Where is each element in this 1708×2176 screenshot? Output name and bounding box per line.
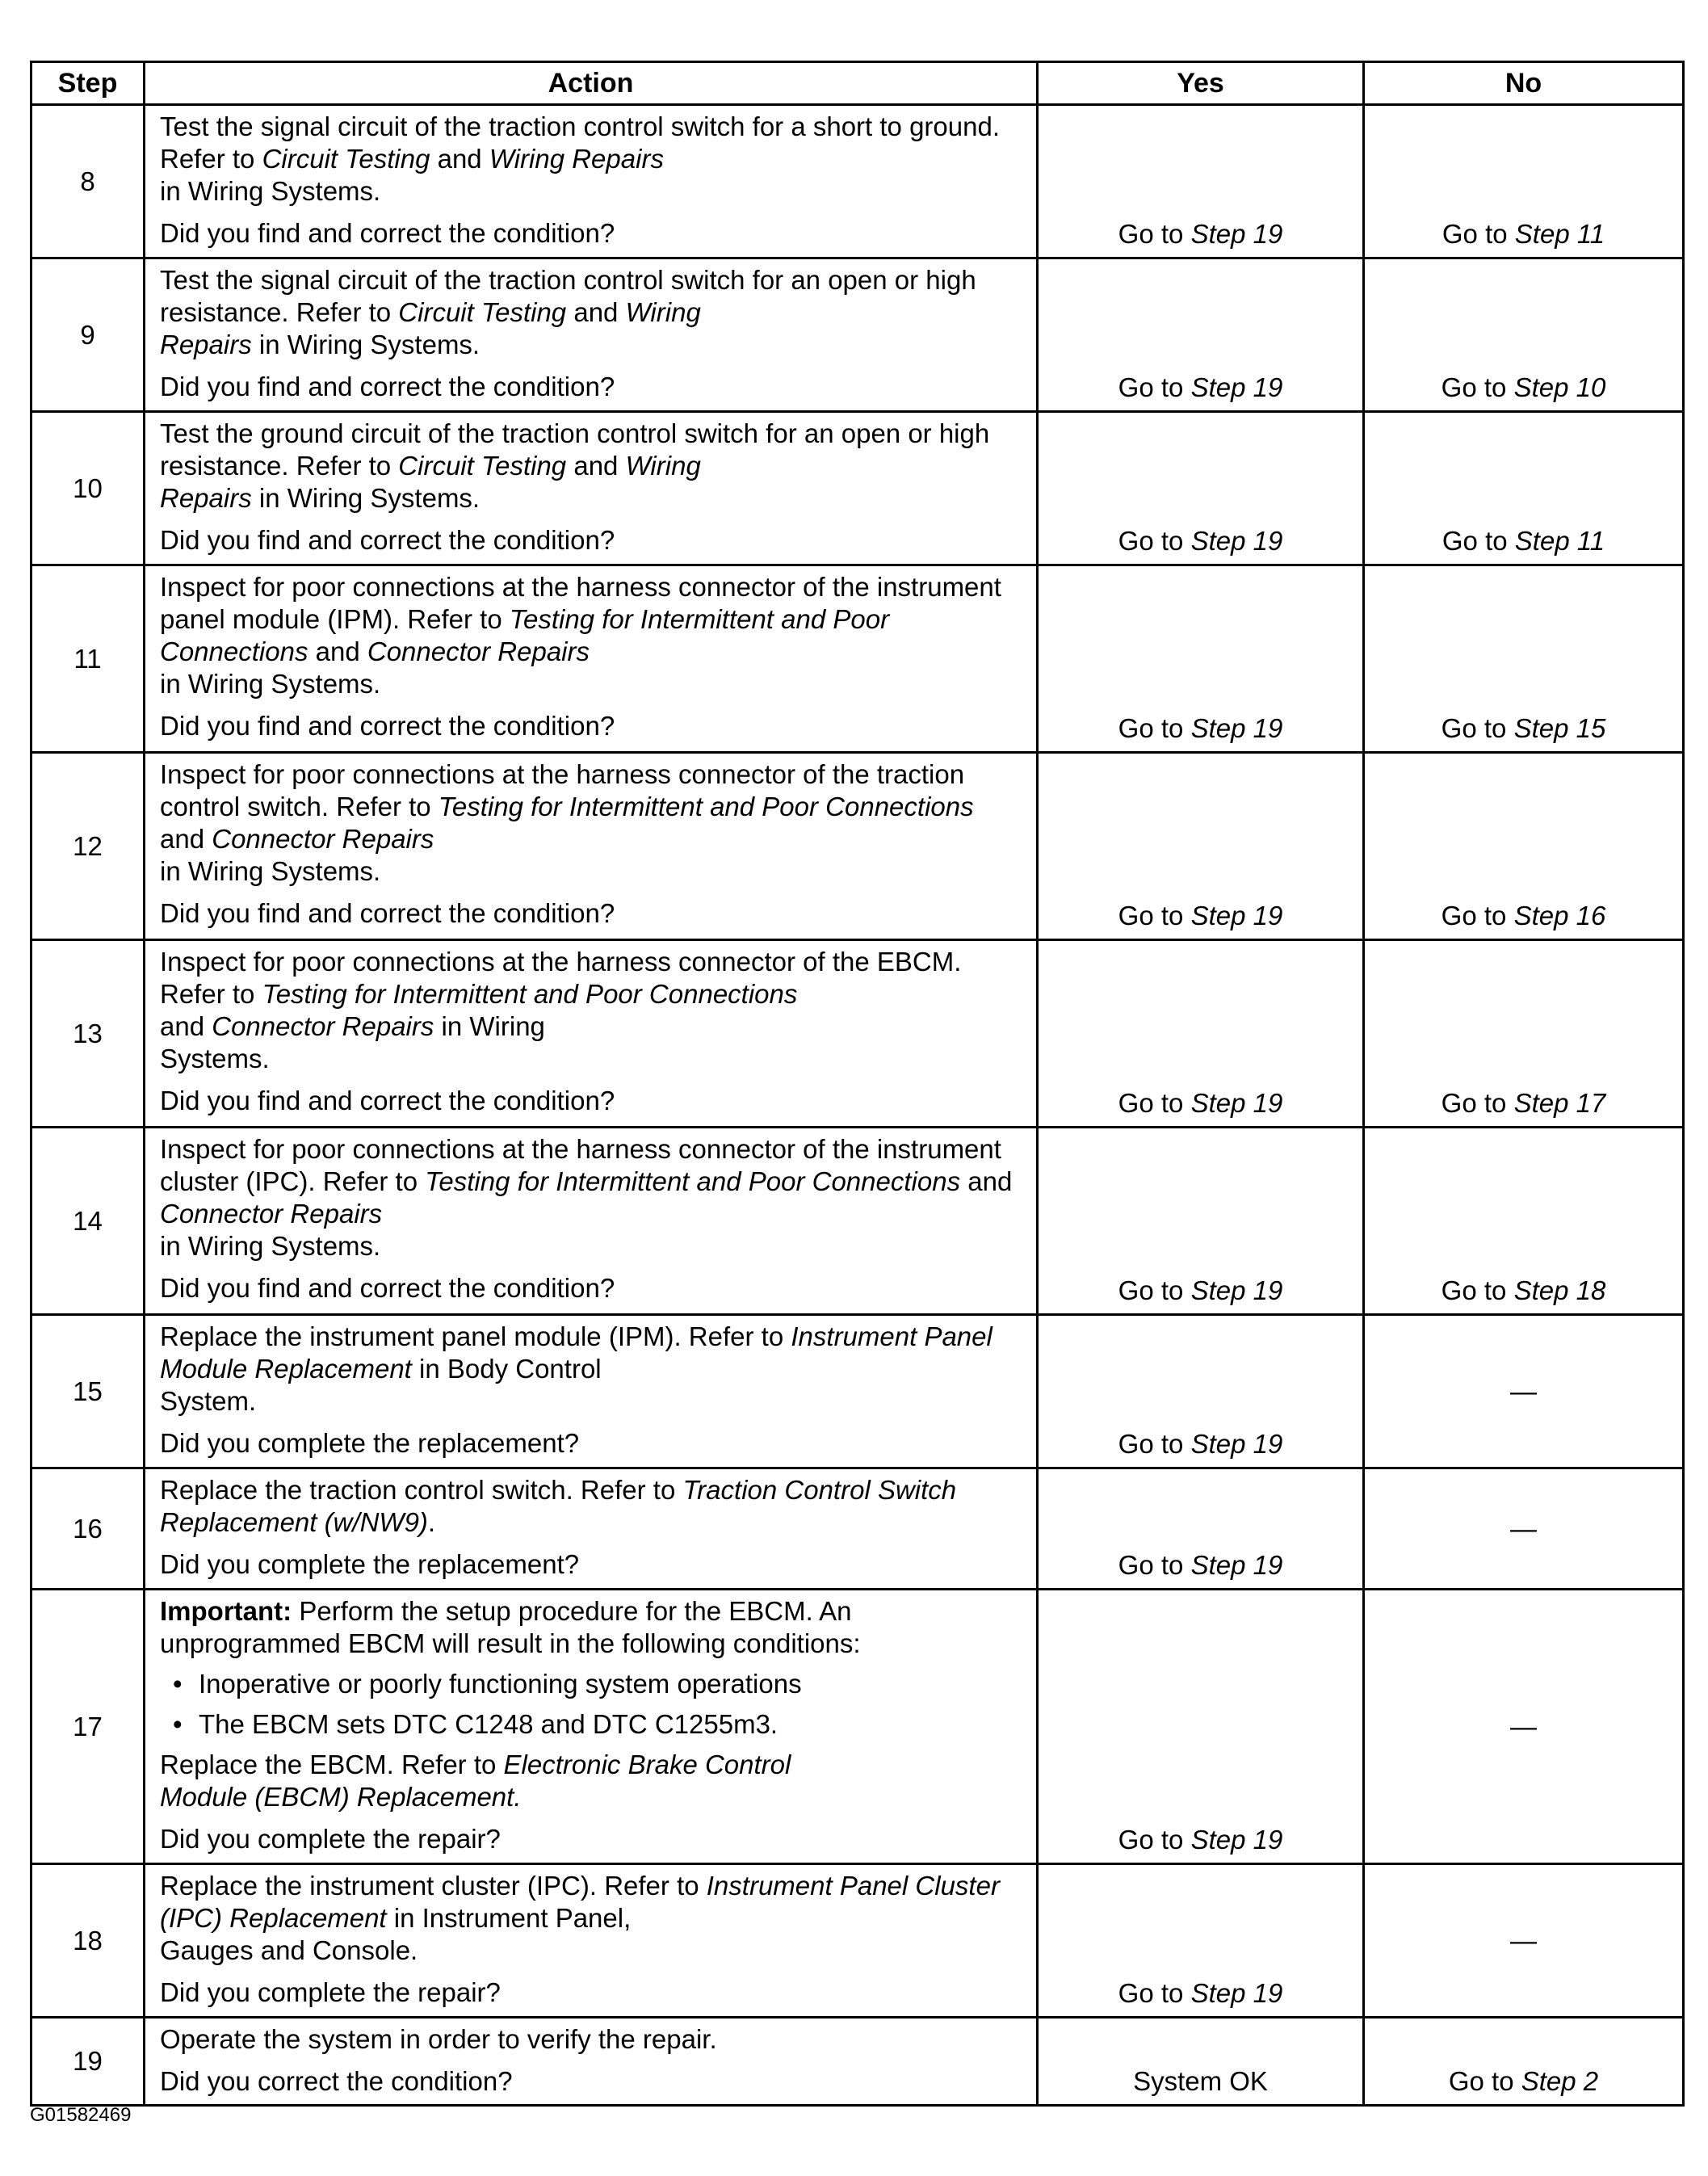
action-question: Did you find and correct the condition? <box>160 711 615 741</box>
action-cell <box>145 940 1038 1128</box>
no-result <box>1364 2018 1684 2106</box>
action-question: Did you complete the replacement? <box>160 1428 580 1458</box>
text-run: Test the signal circuit of the traction control switch for a short to ground. Refer to <box>160 111 1000 174</box>
yes-result <box>1038 565 1364 753</box>
text-run: and <box>160 824 212 854</box>
yes-result <box>1038 105 1364 258</box>
text-run: Go to <box>1118 1978 1191 2008</box>
text-run: Go to <box>1441 372 1514 402</box>
text-run: Replace the EBCM. Refer to <box>160 1750 504 1779</box>
text-run: Test the signal circuit of the traction control switch for an open or high resistance. Refer to <box>160 265 976 327</box>
reference-text: Testing for Intermittent and Poor Connections <box>160 604 890 666</box>
action-question: Did you find and correct the condition? <box>160 372 615 401</box>
reference-text: Connector Repairs <box>212 1011 434 1041</box>
bullet-item <box>173 1668 1025 1700</box>
step-number: 8 <box>31 105 145 258</box>
table-row <box>31 940 1684 1128</box>
step-number: 15 <box>31 1315 145 1468</box>
text-run: — <box>1510 1711 1537 1741</box>
text-run: in Wiring Systems. <box>160 176 381 206</box>
reference-text: Step 16 <box>1513 901 1606 930</box>
reference-text: Wiring <box>625 451 701 481</box>
reference-text: Step 2 <box>1521 2066 1599 2096</box>
text-run: in Wiring Systems. <box>160 856 381 886</box>
yes-result <box>1038 2018 1364 2106</box>
yes-result <box>1038 1468 1364 1590</box>
header-row <box>31 62 1684 105</box>
reference-text: Step 19 <box>1190 713 1283 743</box>
text-run: Inspect for poor connections at the harness connector of the traction control switch. Refer to <box>160 759 965 821</box>
reference-text: Step 19 <box>1190 1550 1283 1580</box>
text-run: Go to <box>1118 713 1191 743</box>
no-result <box>1364 105 1684 258</box>
reference-text: Traction Control Switch Replacement (w/NW9) <box>160 1475 957 1537</box>
action-question: Did you find and correct the condition? <box>160 1086 615 1115</box>
text-run: and <box>960 1166 1013 1196</box>
text-run: Replace the traction control switch. Refer to <box>160 1475 683 1505</box>
reference-text: Step 15 <box>1513 713 1606 743</box>
diagnostic-table <box>30 61 1685 2107</box>
text-run: Go to <box>1118 372 1191 402</box>
text-run: Systems. <box>160 1044 270 1073</box>
action-text <box>160 418 1025 515</box>
reference-text: Module (EBCM) Replacement. <box>160 1782 522 1812</box>
table-body <box>31 105 1684 2106</box>
text-run: Go to <box>1441 1275 1514 1305</box>
step-number: 16 <box>31 1468 145 1590</box>
yes-result <box>1038 753 1364 940</box>
table-row <box>31 2018 1684 2106</box>
reference-text: Wiring Repairs <box>489 144 664 174</box>
table-row <box>31 1864 1684 2018</box>
important-text: Perform the setup procedure for the EBCM. An unprogrammed EBCM will result in the following conditions: <box>160 1596 861 1658</box>
text-run: and <box>566 297 626 327</box>
action-cell <box>145 1128 1038 1315</box>
action-question: Did you find and correct the condition? <box>160 898 615 928</box>
action-question: Did you complete the replacement? <box>160 1549 580 1579</box>
table-row <box>31 565 1684 753</box>
action-text <box>160 946 1025 1075</box>
yes-result <box>1038 412 1364 565</box>
action-question: Did you complete the repair? <box>160 1977 501 2007</box>
action-text <box>160 111 1025 208</box>
action-text <box>160 1749 1025 1813</box>
yes-result <box>1038 1590 1364 1864</box>
table-row <box>31 105 1684 258</box>
yes-result <box>1038 1315 1364 1468</box>
text-run: and <box>430 144 489 174</box>
action-text <box>160 571 1025 700</box>
reference-text: Step 19 <box>1190 1429 1283 1459</box>
action-text <box>160 264 1025 361</box>
no-result-none <box>1364 1468 1684 1590</box>
reference-text: Step 19 <box>1190 901 1283 930</box>
reference-text: Step 18 <box>1513 1275 1606 1305</box>
text-run: in Wiring <box>434 1011 545 1041</box>
text-run: and <box>160 1011 212 1041</box>
no-result <box>1364 753 1684 940</box>
reference-text: Connector Repairs <box>367 636 590 666</box>
action-text <box>160 1133 1025 1262</box>
important-note <box>160 1595 1025 1660</box>
reference-text: Wiring <box>625 297 701 327</box>
action-cell <box>145 1864 1038 2018</box>
header-step: Step <box>31 62 145 105</box>
text-run: Inspect for poor connections at the harness connector of the instrument cluster (IPC). Refer to <box>160 1134 1001 1196</box>
text-run: Go to <box>1118 1088 1191 1118</box>
text-run: System OK <box>1133 2066 1268 2096</box>
text-run: Go to <box>1118 901 1191 930</box>
yes-result <box>1038 1864 1364 2018</box>
action-text <box>160 1474 1025 1539</box>
reference-text: Step 19 <box>1190 526 1283 556</box>
text-run: in Body Control <box>411 1354 602 1384</box>
important-label: Important: <box>160 1596 292 1626</box>
text-run: . <box>427 1507 436 1537</box>
action-cell <box>145 105 1038 258</box>
reference-text: Electronic Brake Control <box>503 1750 791 1779</box>
step-number: 9 <box>31 258 145 412</box>
text-run: Go to <box>1118 1275 1191 1305</box>
bullet-item <box>173 1708 1025 1741</box>
no-result <box>1364 565 1684 753</box>
text-run: Go to <box>1448 2066 1521 2096</box>
table-row <box>31 753 1684 940</box>
yes-result <box>1038 258 1364 412</box>
text-run: Go to <box>1118 526 1191 556</box>
yes-result <box>1038 1128 1364 1315</box>
text-run: Go to <box>1118 1550 1191 1580</box>
reference-text: Instrument Panel Cluster (IPC) Replacement <box>160 1871 1000 1933</box>
text-run: — <box>1510 1376 1537 1406</box>
bullet-text: Inoperative or poorly functioning system operations <box>199 1669 802 1699</box>
step-number: 17 <box>31 1590 145 1864</box>
action-question: Did you find and correct the condition? <box>160 525 615 555</box>
yes-result <box>1038 940 1364 1128</box>
step-number: 11 <box>31 565 145 753</box>
action-text <box>160 1321 1025 1418</box>
header-no: No <box>1364 62 1684 105</box>
no-result-none <box>1364 1590 1684 1864</box>
reference-text: Repairs <box>160 330 252 359</box>
bullet-icon: • <box>173 1709 183 1739</box>
action-text <box>160 758 1025 888</box>
table-row <box>31 1590 1684 1864</box>
bullet-text: The EBCM sets DTC C1248 and DTC C1255m3. <box>199 1709 778 1739</box>
table-row <box>31 1468 1684 1590</box>
text-run: and <box>308 636 367 666</box>
reference-text: Circuit Testing <box>262 144 430 174</box>
no-result <box>1364 258 1684 412</box>
action-question: Did you correct the condition? <box>160 2066 513 2096</box>
figure-id: G01582469 <box>30 2104 132 2126</box>
reference-text: Step 17 <box>1513 1088 1606 1118</box>
header-yes: Yes <box>1038 62 1364 105</box>
action-cell <box>145 1468 1038 1590</box>
text-run: Inspect for poor connections at the harness connector of the EBCM. Refer to <box>160 947 962 1009</box>
no-result <box>1364 1128 1684 1315</box>
step-number: 18 <box>31 1864 145 2018</box>
reference-text: Connector Repairs <box>212 824 434 854</box>
text-run: Go to <box>1118 1825 1191 1855</box>
text-run: System. <box>160 1386 257 1416</box>
text-run: Go to <box>1441 713 1514 743</box>
text-run: Go to <box>1118 219 1191 249</box>
reference-text: Step 19 <box>1190 1825 1283 1855</box>
text-run: and <box>566 451 626 481</box>
table-row <box>31 1315 1684 1468</box>
table-row <box>31 1128 1684 1315</box>
reference-text: Step 19 <box>1190 1275 1283 1305</box>
text-run: Inspect for poor connections at the harness connector of the instrument panel module (IPM). Refer to <box>160 572 1001 634</box>
action-cell <box>145 258 1038 412</box>
text-run: Test the ground circuit of the traction control switch for an open or high resistance. Refer to <box>160 418 990 481</box>
action-question: Did you find and correct the condition? <box>160 218 615 248</box>
reference-text: Circuit Testing <box>398 451 567 481</box>
table-row <box>31 412 1684 565</box>
no-result <box>1364 412 1684 565</box>
reference-text: Circuit Testing <box>398 297 567 327</box>
action-question: Did you find and correct the condition? <box>160 1273 615 1303</box>
step-number: 10 <box>31 412 145 565</box>
text-run: Go to <box>1118 1429 1191 1459</box>
reference-text: Connector Repairs <box>160 1199 383 1229</box>
text-run: in Wiring Systems. <box>251 483 481 513</box>
text-run: Gauges and Console. <box>160 1935 418 1965</box>
text-run: Replace the instrument cluster (IPC). Refer to <box>160 1871 707 1901</box>
table-row <box>31 258 1684 412</box>
reference-text: Step 19 <box>1190 219 1283 249</box>
reference-text: Testing for Intermittent and Poor Connections <box>262 979 798 1009</box>
reference-text: Instrument Panel Module Replacement <box>160 1321 992 1384</box>
bullet-icon: • <box>173 1669 183 1699</box>
action-cell <box>145 1590 1038 1864</box>
action-cell <box>145 753 1038 940</box>
step-number: 13 <box>31 940 145 1128</box>
reference-text: Testing for Intermittent and Poor Connections <box>438 792 974 821</box>
action-cell <box>145 412 1038 565</box>
text-run: in Wiring Systems. <box>160 669 381 699</box>
no-result-none <box>1364 1315 1684 1468</box>
text-run: Go to <box>1441 901 1514 930</box>
action-question: Did you complete the repair? <box>160 1824 501 1854</box>
action-cell <box>145 1315 1038 1468</box>
text-run: Go to <box>1442 219 1515 249</box>
reference-text: Step 10 <box>1513 372 1606 402</box>
reference-text: Step 19 <box>1190 1088 1283 1118</box>
header-action: Action <box>145 62 1038 105</box>
text-run: Operate the system in order to verify the repair. <box>160 2024 717 2054</box>
text-run: — <box>1510 1513 1537 1544</box>
step-number: 12 <box>31 753 145 940</box>
action-text <box>160 1870 1025 1967</box>
text-run: Go to <box>1441 1088 1514 1118</box>
reference-text: Testing for Intermittent and Poor Connections <box>425 1166 961 1196</box>
text-run: Replace the instrument panel module (IPM). Refer to <box>160 1321 791 1351</box>
reference-text: Step 11 <box>1514 219 1605 249</box>
action-cell <box>145 565 1038 753</box>
reference-text: Step 19 <box>1190 372 1283 402</box>
reference-text: Step 19 <box>1190 1978 1283 2008</box>
reference-text: Step 11 <box>1514 526 1605 556</box>
reference-text: Repairs <box>160 483 252 513</box>
text-run: Go to <box>1442 526 1515 556</box>
no-result <box>1364 940 1684 1128</box>
action-text <box>160 2023 1025 2056</box>
text-run: — <box>1510 1925 1537 1955</box>
step-number: 14 <box>31 1128 145 1315</box>
no-result-none <box>1364 1864 1684 2018</box>
text-run: in Wiring Systems. <box>160 1231 381 1261</box>
action-cell <box>145 2018 1038 2106</box>
text-run: in Wiring Systems. <box>251 330 481 359</box>
step-number: 19 <box>31 2018 145 2106</box>
text-run: in Instrument Panel, <box>386 1903 632 1933</box>
